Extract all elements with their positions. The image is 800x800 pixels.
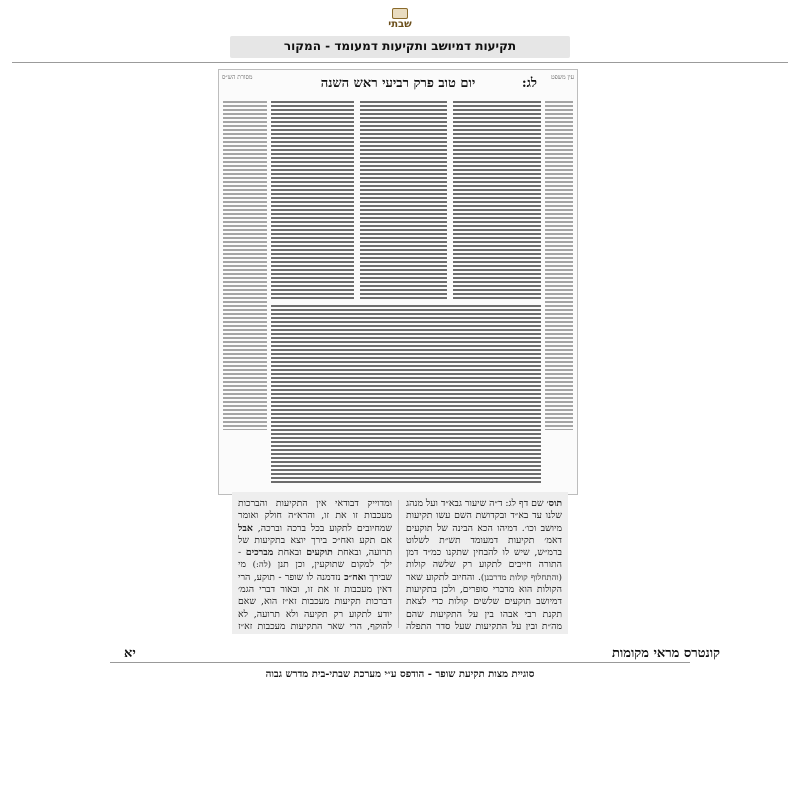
booklet-title: קונטרס מראי מקומות (612, 646, 720, 661)
commentary-divider (398, 500, 399, 628)
scan-header (219, 70, 577, 96)
talmud-page-scan (218, 69, 578, 495)
logo-name: שבתי (388, 19, 412, 30)
scan-column-gap (447, 100, 453, 300)
page-title-bar (230, 36, 570, 58)
page-title: תקיעות דמיושב ותקיעות דמעומד - המקור (283, 39, 517, 53)
logo-emblem (392, 8, 408, 19)
top-divider (12, 62, 788, 63)
scan-margin-ein-mishpat: עין משפט (551, 74, 574, 81)
commentary-right-column: תוס׳ שם דף לג: ד״ה שיעור גבא״ד ועל מנהג שלנו עד בא״ד ובקדושת השם עשו תקיעות מיושב וכו׳. דמיהו הכא הבינה של תוקעים דאמ׳ תקיעות דמעומד תש״ת לשלוט ברמ״ש, שיש לו להבחין שתקנו כמ״ד דמן התורה חייבים לתקוע רק שלשה קולות (והתחלוף קולות מדרבנן). והחיוב לתקוע שאר הקולות הוא מדברי סופרים, ולכן בתקיעות דמיושב תוקעים שלשים קולות כדי לצאת תקנת רבי אבהו בין על התקיעות שהם מה״ת ובין על התקיעות שעל סדר התפלה (406, 498, 562, 630)
scan-row-gap (271, 300, 541, 304)
scan-text-body (271, 100, 541, 484)
commentary-left-column: ומדוייק דבודאי אין התקיעות והברכות מעכבות זו את זו, והרא״ה חולק ואומר שמחיובים לתקוע בכל ברכה וברכה, אבל אם תקע ואח״כ בירך יוצא בתקיעות של תרועה, ובאחת תוקעים ובאחת מברכים - ילך למקום שתוקעין, וכן תנן (לה:) מי שבירך ואח״כ נזדמנה לו שופר - תוקע, הרי דאין מעכבות זו את זו, ובאור דברי הגמ׳ דברכות תקיעות מעכבות זא״ז הוא, שאם יודע לתקוע רק תקיעה ולא תרועה, לא להוקף, הרי שאר התקיעות מעכבות זא״ז (238, 498, 392, 630)
footer-rule (110, 662, 690, 663)
scan-daf-number: לג: (521, 76, 537, 91)
publisher-logo (382, 8, 418, 34)
scan-margin-masoret: מסורת הש״ס (222, 74, 253, 81)
scan-right-margin-notes (545, 100, 573, 430)
scan-column-gap (354, 100, 360, 300)
page-number: יא (124, 646, 136, 661)
scan-running-head: יום טוב פרק רביעי ראש השנה (320, 76, 476, 91)
scan-left-margin-notes (223, 100, 267, 430)
footer-credit: סוגיית מצות תקיעת שופר - הודפס ע״י מערכת שבתי-בית מדרש גבוה (265, 669, 535, 680)
commentary-box (232, 492, 568, 634)
